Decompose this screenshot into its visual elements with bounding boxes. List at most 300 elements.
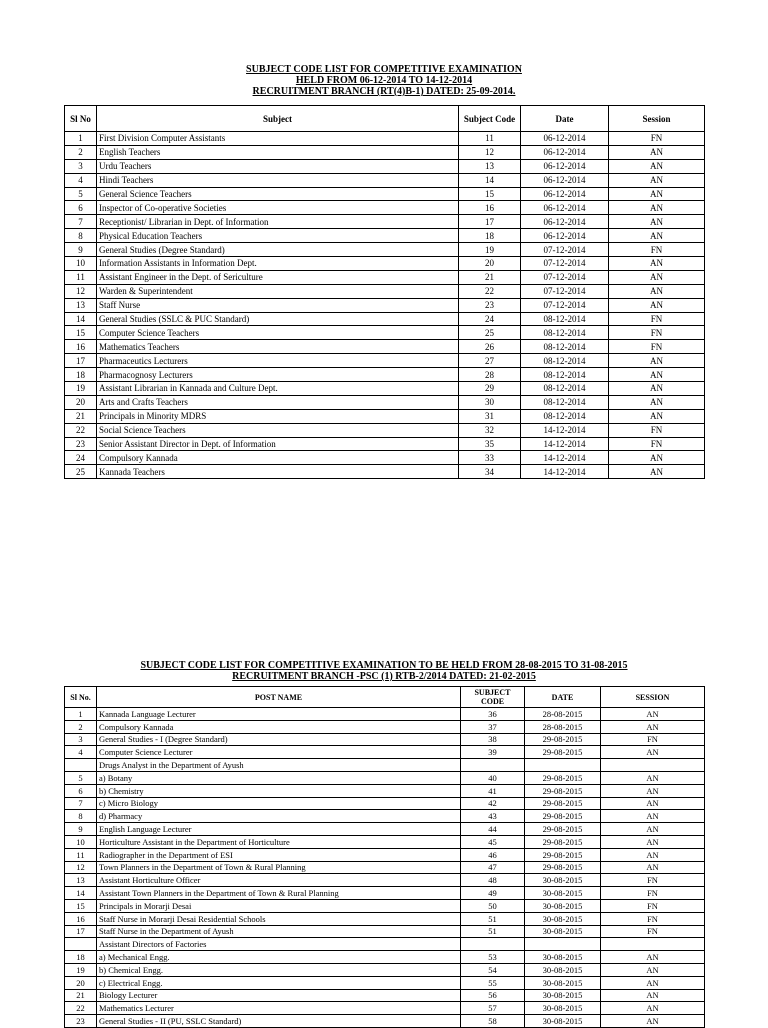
cell-date: 06-12-2014 — [521, 173, 609, 187]
cell-subject-code: 19 — [459, 243, 521, 257]
table-row — [65, 395, 705, 409]
cell-date: 30-08-2015 — [525, 963, 601, 976]
cell-session: FN — [609, 312, 705, 326]
cell-date: 28-08-2015 — [525, 720, 601, 733]
cell-sl-no: 6 — [65, 784, 97, 797]
cell-subject: Assistant Librarian in Kannada and Culture Dept. — [97, 382, 459, 396]
table-row — [65, 298, 705, 312]
cell-date: 14-12-2014 — [521, 437, 609, 451]
table-body — [65, 708, 705, 1028]
table-row — [65, 1002, 705, 1015]
section1-title — [0, 64, 768, 97]
cell-date: 07-12-2014 — [521, 270, 609, 284]
cell-session: FN — [601, 912, 705, 925]
table-row — [65, 201, 705, 215]
table-row — [65, 746, 705, 759]
cell-sl-no: 25 — [65, 465, 97, 479]
cell-subject-code: 55 — [461, 976, 525, 989]
table-row — [65, 912, 705, 925]
cell-post-name: Mathematics Lecturer — [97, 1002, 461, 1015]
table-row — [65, 823, 705, 836]
cell-post-name: Principals in Morarji Desai — [97, 899, 461, 912]
cell-subject-code: 22 — [459, 284, 521, 298]
cell-session: AN — [609, 257, 705, 271]
cell-sl-no: 1 — [65, 132, 97, 146]
cell-subject-code: 50 — [461, 899, 525, 912]
cell-date: 30-08-2015 — [525, 976, 601, 989]
cell-session: FN — [609, 132, 705, 146]
cell-post-name: General Studies - I (Degree Standard) — [97, 733, 461, 746]
cell-date: 29-08-2015 — [525, 771, 601, 784]
cell-session: AN — [609, 354, 705, 368]
cell-post-name: a) Botany — [97, 771, 461, 784]
cell-subject-code: 42 — [461, 797, 525, 810]
cell-subject-code: 51 — [461, 925, 525, 938]
cell-subject-code: 31 — [459, 409, 521, 423]
cell-session: AN — [609, 451, 705, 465]
table-row — [65, 159, 705, 173]
table-row — [65, 270, 705, 284]
cell-subject: Inspector of Co-operative Societies — [97, 201, 459, 215]
cell-date: 30-08-2015 — [525, 1002, 601, 1015]
cell-subject: Pharmaceutics Lecturers — [97, 354, 459, 368]
cell-date: 08-12-2014 — [521, 382, 609, 396]
cell-date: 30-08-2015 — [525, 887, 601, 900]
table-row — [65, 243, 705, 257]
cell-date: 29-08-2015 — [525, 733, 601, 746]
cell-date: 29-08-2015 — [525, 861, 601, 874]
table-row — [65, 784, 705, 797]
table-header-row — [65, 106, 705, 132]
cell-subject: Assistant Engineer in the Dept. of Sericulture — [97, 270, 459, 284]
cell-sl-no: 2 — [65, 720, 97, 733]
cell-session — [601, 759, 705, 772]
cell-session: AN — [601, 848, 705, 861]
cell-subject: Mathematics Teachers — [97, 340, 459, 354]
cell-post-name: Radiographer in the Department of ESI — [97, 848, 461, 861]
cell-post-name: Biology Lecturer — [97, 989, 461, 1002]
cell-date: 29-08-2015 — [525, 835, 601, 848]
cell-subject-code: 12 — [459, 145, 521, 159]
cell-subject: Staff Nurse — [97, 298, 459, 312]
cell-sl-no: 20 — [65, 976, 97, 989]
cell-date: 30-08-2015 — [525, 925, 601, 938]
table-row — [65, 437, 705, 451]
cell-session: AN — [609, 159, 705, 173]
cell-subject-code: 26 — [459, 340, 521, 354]
cell-date: 07-12-2014 — [521, 298, 609, 312]
cell-subject: General Studies (SSLC & PUC Standard) — [97, 312, 459, 326]
cell-post-name: c) Micro Biology — [97, 797, 461, 810]
cell-session: FN — [609, 243, 705, 257]
cell-sl-no: 14 — [65, 887, 97, 900]
cell-subject: General Studies (Degree Standard) — [97, 243, 459, 257]
cell-subject: First Division Computer Assistants — [97, 132, 459, 146]
table-row — [65, 215, 705, 229]
cell-post-name: Assistant Town Planners in the Department of Town & Rural Planning — [97, 887, 461, 900]
table-header-row — [65, 687, 705, 708]
cell-date: 30-08-2015 — [525, 912, 601, 925]
cell-subject-code: 56 — [461, 989, 525, 1002]
cell-date: 06-12-2014 — [521, 201, 609, 215]
cell-post-name: General Studies - II (PU, SSLC Standard) — [97, 1015, 461, 1028]
cell-post-name: Assistant Directors of Factories — [97, 938, 461, 951]
header-sl-no: Sl No — [65, 106, 97, 132]
cell-sl-no: 7 — [65, 797, 97, 810]
table-row — [65, 340, 705, 354]
cell-session: FN — [609, 326, 705, 340]
cell-sl-no: 22 — [65, 1002, 97, 1015]
cell-date: 08-12-2014 — [521, 395, 609, 409]
cell-sl-no: 23 — [65, 437, 97, 451]
cell-date: 07-12-2014 — [521, 284, 609, 298]
table-row — [65, 708, 705, 721]
cell-sl-no: 16 — [65, 340, 97, 354]
cell-sl-no: 2 — [65, 145, 97, 159]
cell-session: AN — [601, 989, 705, 1002]
cell-sl-no: 21 — [65, 409, 97, 423]
table-row — [65, 312, 705, 326]
cell-date: 14-12-2014 — [521, 451, 609, 465]
cell-sl-no: 3 — [65, 159, 97, 173]
section1-title-line: HELD FROM 06-12-2014 TO 14-12-2014 — [295, 75, 473, 86]
table-row — [65, 257, 705, 271]
cell-session: AN — [601, 835, 705, 848]
cell-subject: Urdu Teachers — [97, 159, 459, 173]
cell-subject-code: 41 — [461, 784, 525, 797]
cell-sl-no: 5 — [65, 771, 97, 784]
cell-sl-no: 14 — [65, 312, 97, 326]
cell-sl-no: 19 — [65, 382, 97, 396]
cell-subject-code: 24 — [459, 312, 521, 326]
cell-session: AN — [601, 951, 705, 964]
table-row — [65, 874, 705, 887]
cell-session: AN — [601, 784, 705, 797]
cell-date: 07-12-2014 — [521, 243, 609, 257]
cell-date: 06-12-2014 — [521, 145, 609, 159]
cell-sl-no: 12 — [65, 284, 97, 298]
subject-code-table-2014 — [64, 105, 705, 479]
cell-subject-code: 54 — [461, 963, 525, 976]
subject-code-table-2015 — [64, 686, 705, 1028]
table-row — [65, 451, 705, 465]
cell-session: AN — [601, 708, 705, 721]
cell-subject-code: 35 — [459, 437, 521, 451]
cell-subject-code: 48 — [461, 874, 525, 887]
cell-sl-no: 10 — [65, 835, 97, 848]
table-row — [65, 733, 705, 746]
cell-date: 08-12-2014 — [521, 312, 609, 326]
table-row — [65, 887, 705, 900]
cell-sl-no: 1 — [65, 708, 97, 721]
table-row — [65, 132, 705, 146]
cell-subject-code: 16 — [459, 201, 521, 215]
cell-sl-no: 9 — [65, 243, 97, 257]
cell-subject-code: 13 — [459, 159, 521, 173]
cell-sl-no: 11 — [65, 270, 97, 284]
header-session: Session — [609, 106, 705, 132]
cell-subject-code: 21 — [459, 270, 521, 284]
cell-session: AN — [609, 409, 705, 423]
cell-sl-no: 21 — [65, 989, 97, 1002]
cell-subject-code: 27 — [459, 354, 521, 368]
cell-session: AN — [609, 229, 705, 243]
table-row — [65, 951, 705, 964]
cell-subject: Arts and Crafts Teachers — [97, 395, 459, 409]
cell-subject-code: 43 — [461, 810, 525, 823]
cell-post-name: a) Mechanical Engg. — [97, 951, 461, 964]
cell-session: FN — [609, 340, 705, 354]
cell-subject-code: 51 — [461, 912, 525, 925]
cell-sl-no: 7 — [65, 215, 97, 229]
cell-subject: Pharmacognosy Lecturers — [97, 368, 459, 382]
cell-sl-no: 8 — [65, 810, 97, 823]
cell-session: FN — [601, 925, 705, 938]
header-sl-no: Sl No. — [65, 687, 97, 708]
cell-date: 30-08-2015 — [525, 1015, 601, 1028]
cell-subject: Hindi Teachers — [97, 173, 459, 187]
cell-date: 06-12-2014 — [521, 159, 609, 173]
table-row — [65, 976, 705, 989]
cell-session: AN — [609, 382, 705, 396]
cell-sl-no: 23 — [65, 1015, 97, 1028]
cell-subject-code: 49 — [461, 887, 525, 900]
table-row — [65, 187, 705, 201]
table-row — [65, 925, 705, 938]
cell-sl-no — [65, 759, 97, 772]
cell-subject-code: 38 — [461, 733, 525, 746]
cell-session: FN — [601, 887, 705, 900]
cell-session: FN — [601, 899, 705, 912]
cell-session: AN — [601, 976, 705, 989]
cell-subject-code: 29 — [459, 382, 521, 396]
cell-session: AN — [609, 187, 705, 201]
cell-session: AN — [609, 465, 705, 479]
cell-date — [525, 938, 601, 951]
section2-title — [0, 660, 768, 682]
cell-subject-code: 18 — [459, 229, 521, 243]
table-row — [65, 465, 705, 479]
cell-subject-code: 40 — [461, 771, 525, 784]
cell-sl-no: 11 — [65, 848, 97, 861]
cell-subject-code: 44 — [461, 823, 525, 836]
cell-date: 06-12-2014 — [521, 187, 609, 201]
table-row — [65, 899, 705, 912]
cell-subject: English Teachers — [97, 145, 459, 159]
cell-date: 14-12-2014 — [521, 465, 609, 479]
cell-subject: Kannada Teachers — [97, 465, 459, 479]
cell-session: FN — [609, 437, 705, 451]
cell-sl-no: 4 — [65, 173, 97, 187]
cell-date: 30-08-2015 — [525, 951, 601, 964]
header-subject-code: Subject Code — [459, 106, 521, 132]
cell-session: AN — [609, 145, 705, 159]
cell-post-name: d) Pharmacy — [97, 810, 461, 823]
cell-subject-code: 15 — [459, 187, 521, 201]
cell-sl-no: 24 — [65, 451, 97, 465]
table-row — [65, 963, 705, 976]
cell-subject-code: 33 — [459, 451, 521, 465]
cell-session: AN — [601, 746, 705, 759]
table-row — [65, 861, 705, 874]
cell-subject: Warden & Superintendent — [97, 284, 459, 298]
cell-date: 30-08-2015 — [525, 874, 601, 887]
cell-date: 30-08-2015 — [525, 989, 601, 1002]
cell-session: AN — [601, 797, 705, 810]
header-subject-code: SUBJECT CODE — [461, 687, 525, 708]
cell-subject: Physical Education Teachers — [97, 229, 459, 243]
table-row — [65, 145, 705, 159]
cell-sl-no: 16 — [65, 912, 97, 925]
table-row — [65, 423, 705, 437]
cell-post-name: c) Electrical Engg. — [97, 976, 461, 989]
cell-date: 08-12-2014 — [521, 354, 609, 368]
table-row — [65, 173, 705, 187]
cell-sl-no: 22 — [65, 423, 97, 437]
cell-date: 08-12-2014 — [521, 409, 609, 423]
cell-sl-no — [65, 938, 97, 951]
cell-subject: Senior Assistant Director in Dept. of Information — [97, 437, 459, 451]
cell-subject-code: 11 — [459, 132, 521, 146]
cell-subject-code: 32 — [459, 423, 521, 437]
cell-subject-code: 17 — [459, 215, 521, 229]
cell-sl-no: 4 — [65, 746, 97, 759]
cell-date — [525, 759, 601, 772]
table-row — [65, 409, 705, 423]
cell-sl-no: 17 — [65, 925, 97, 938]
cell-sl-no: 15 — [65, 326, 97, 340]
cell-post-name: Staff Nurse in the Department of Ayush — [97, 925, 461, 938]
cell-session: AN — [609, 284, 705, 298]
cell-post-name: Kannada Language Lecturer — [97, 708, 461, 721]
table-row — [65, 771, 705, 784]
cell-post-name: Assistant Horticulture Officer — [97, 874, 461, 887]
section1-title-line: RECRUITMENT BRANCH (RT(4)B-1) DATED: 25-09-2014. — [252, 86, 516, 97]
cell-sl-no: 18 — [65, 951, 97, 964]
cell-subject-code — [461, 938, 525, 951]
table-row — [65, 284, 705, 298]
cell-date: 29-08-2015 — [525, 746, 601, 759]
header-subject: Subject — [97, 106, 459, 132]
table-row — [65, 835, 705, 848]
cell-subject-code: 14 — [459, 173, 521, 187]
cell-session: AN — [609, 395, 705, 409]
cell-session: AN — [601, 810, 705, 823]
table-row — [65, 229, 705, 243]
cell-subject-code: 23 — [459, 298, 521, 312]
table-body — [65, 132, 705, 479]
cell-date: 07-12-2014 — [521, 257, 609, 271]
cell-subject-code: 45 — [461, 835, 525, 848]
cell-session: AN — [609, 298, 705, 312]
cell-date: 29-08-2015 — [525, 848, 601, 861]
cell-subject-code: 53 — [461, 951, 525, 964]
cell-post-name: b) Chemistry — [97, 784, 461, 797]
cell-date: 08-12-2014 — [521, 326, 609, 340]
cell-subject-code: 58 — [461, 1015, 525, 1028]
cell-sl-no: 8 — [65, 229, 97, 243]
cell-session: AN — [601, 1002, 705, 1015]
section2-title-line: SUBJECT CODE LIST FOR COMPETITIVE EXAMINATION TO BE HELD FROM 28-08-2015 TO 31-08-2015 — [140, 660, 628, 671]
cell-sl-no: 3 — [65, 733, 97, 746]
section2-title-line: RECRUITMENT BRANCH -PSC (1) RTB-2/2014 DATED: 21-02-2015 — [232, 671, 536, 682]
cell-date: 29-08-2015 — [525, 810, 601, 823]
cell-date: 29-08-2015 — [525, 784, 601, 797]
table-row — [65, 720, 705, 733]
cell-session: FN — [601, 733, 705, 746]
cell-post-name: Compulsory Kannada — [97, 720, 461, 733]
cell-date: 06-12-2014 — [521, 215, 609, 229]
table-row — [65, 1015, 705, 1028]
cell-session: AN — [601, 861, 705, 874]
table-row — [65, 354, 705, 368]
header-post-name: POST NAME — [97, 687, 461, 708]
cell-session: FN — [609, 423, 705, 437]
cell-subject-code: 30 — [459, 395, 521, 409]
header-date: Date — [521, 106, 609, 132]
cell-session: AN — [609, 368, 705, 382]
cell-post-name: b) Chemical Engg. — [97, 963, 461, 976]
cell-date: 30-08-2015 — [525, 899, 601, 912]
cell-subject: Compulsory Kannada — [97, 451, 459, 465]
table-row — [65, 989, 705, 1002]
cell-sl-no: 6 — [65, 201, 97, 215]
table-row — [65, 938, 705, 951]
cell-sl-no: 12 — [65, 861, 97, 874]
cell-sl-no: 10 — [65, 257, 97, 271]
cell-date: 29-08-2015 — [525, 797, 601, 810]
cell-sl-no: 17 — [65, 354, 97, 368]
cell-subject-code: 34 — [459, 465, 521, 479]
cell-subject-code: 28 — [459, 368, 521, 382]
cell-subject: Computer Science Teachers — [97, 326, 459, 340]
table-row — [65, 848, 705, 861]
cell-subject: Principals in Minority MDRS — [97, 409, 459, 423]
table-row — [65, 382, 705, 396]
cell-session: AN — [601, 963, 705, 976]
cell-subject-code: 39 — [461, 746, 525, 759]
cell-date: 29-08-2015 — [525, 823, 601, 836]
cell-post-name: Horticulture Assistant in the Department of Horticulture — [97, 835, 461, 848]
cell-sl-no: 13 — [65, 874, 97, 887]
cell-sl-no: 5 — [65, 187, 97, 201]
section1-title-line: SUBJECT CODE LIST FOR COMPETITIVE EXAMINATION — [246, 64, 522, 75]
cell-post-name: Staff Nurse in Morarji Desai Residential Schools — [97, 912, 461, 925]
table-row — [65, 797, 705, 810]
cell-sl-no: 19 — [65, 963, 97, 976]
cell-subject: Information Assistants in Information Dept. — [97, 257, 459, 271]
cell-date: 08-12-2014 — [521, 368, 609, 382]
header-session: SESSION — [601, 687, 705, 708]
cell-date: 28-08-2015 — [525, 708, 601, 721]
cell-date: 06-12-2014 — [521, 229, 609, 243]
cell-sl-no: 15 — [65, 899, 97, 912]
cell-subject-code: 20 — [459, 257, 521, 271]
cell-subject-code: 47 — [461, 861, 525, 874]
cell-date: 14-12-2014 — [521, 423, 609, 437]
cell-sl-no: 13 — [65, 298, 97, 312]
cell-subject-code — [461, 759, 525, 772]
cell-date: 08-12-2014 — [521, 340, 609, 354]
cell-session: AN — [601, 823, 705, 836]
cell-subject-code: 37 — [461, 720, 525, 733]
table-row — [65, 810, 705, 823]
cell-session: AN — [601, 771, 705, 784]
cell-session: AN — [601, 1015, 705, 1028]
cell-subject: General Science Teachers — [97, 187, 459, 201]
cell-subject-code: 57 — [461, 1002, 525, 1015]
cell-subject-code: 36 — [461, 708, 525, 721]
